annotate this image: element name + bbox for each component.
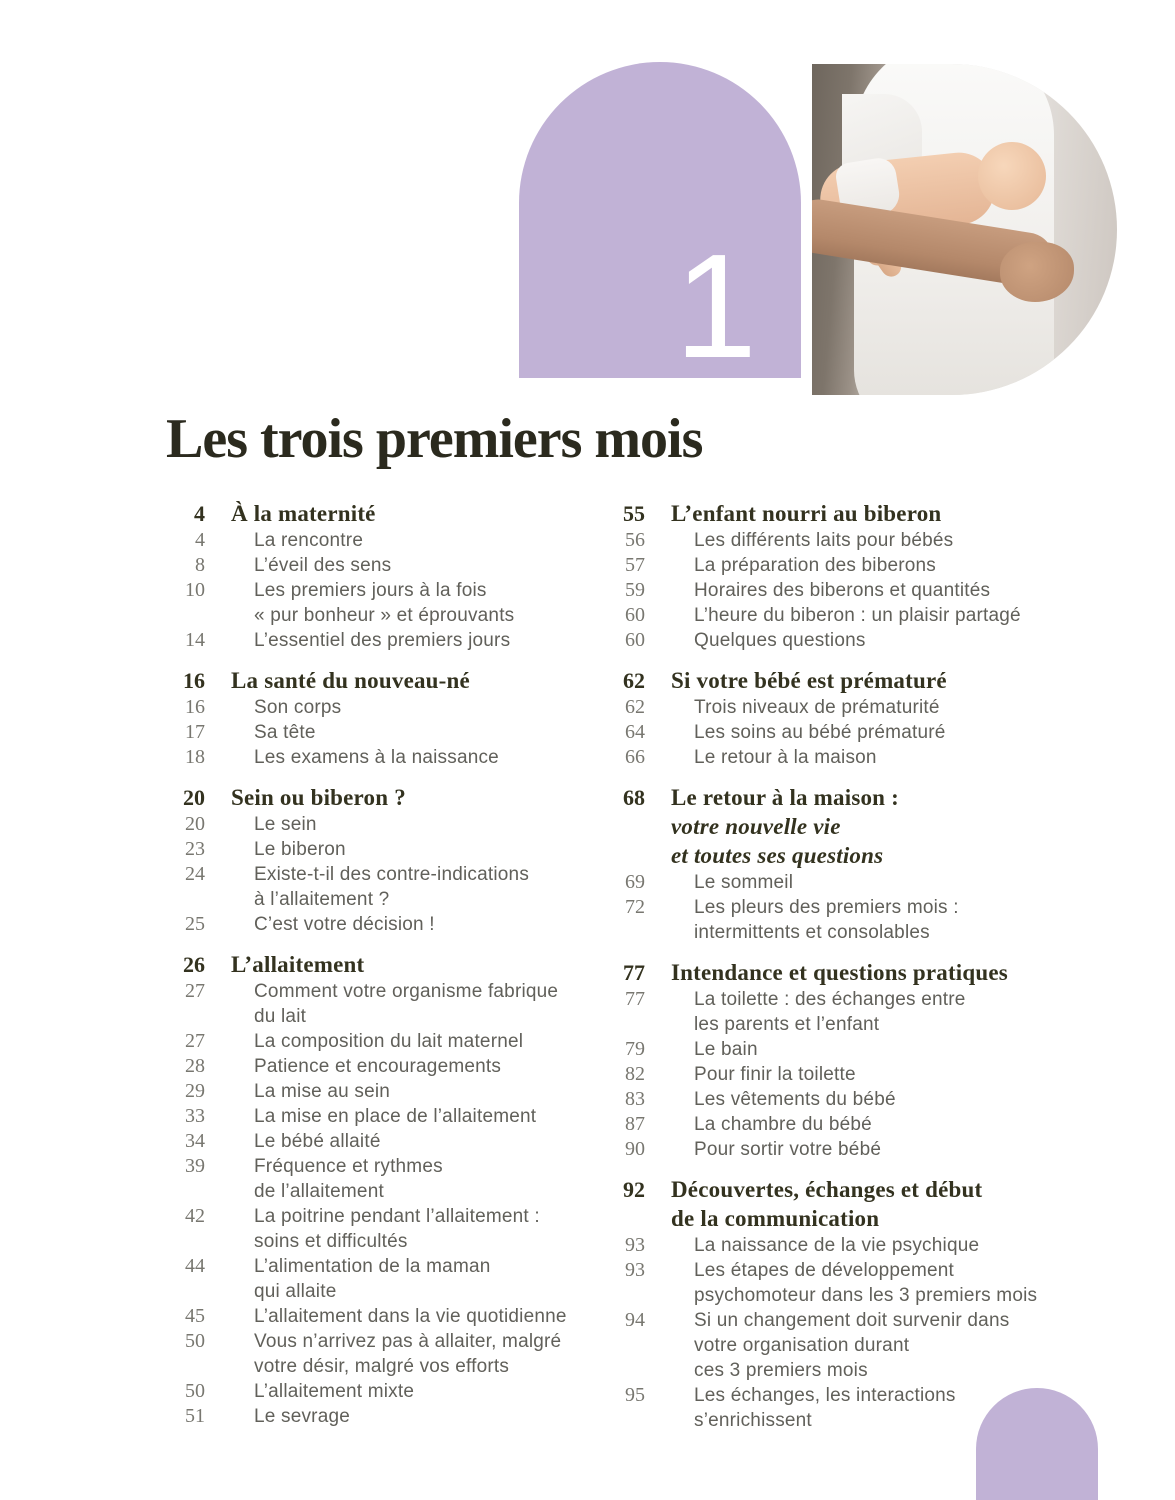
toc-entry: [157, 812, 597, 837]
toc-page-number: 44: [185, 1255, 205, 1277]
toc-entry-title: L’heure du biberon : un plaisir partagé: [694, 605, 1021, 626]
toc-entry: [157, 1304, 597, 1329]
toc-page-number: 59: [625, 579, 645, 601]
toc-entry-title: Les vêtements du bébé: [694, 1089, 896, 1110]
toc-entry: [597, 895, 1067, 945]
chapter-photo: [812, 64, 1117, 395]
table-of-contents: [157, 499, 1077, 1433]
toc-section-title: L’allaitement: [231, 952, 365, 977]
toc-page-number: 23: [185, 838, 205, 860]
toc-section-title: À la maternité: [231, 501, 376, 526]
toc-entry-title: Patience et encouragements: [254, 1056, 502, 1077]
bottom-arch-shape: [976, 1388, 1098, 1500]
toc-entry-title: La toilette : des échanges entre les parents et l’enfant: [694, 989, 966, 1035]
toc-entry-title: La préparation des biberons: [694, 555, 937, 576]
toc-entry: [597, 1233, 1067, 1258]
photo-father-hand: [1000, 242, 1074, 302]
toc-page-number: 56: [625, 529, 645, 551]
toc-page-number: 27: [185, 1030, 205, 1052]
toc-page-number: 18: [185, 746, 205, 768]
toc-page-number: 64: [625, 721, 645, 743]
toc-entry: [597, 1258, 1067, 1308]
toc-page-number: 60: [625, 604, 645, 626]
toc-page-number: 26: [183, 952, 205, 977]
toc-section-title: L’enfant nourri au biberon: [671, 501, 942, 526]
toc-page-number: 93: [625, 1259, 645, 1281]
toc-page-number: 29: [185, 1080, 205, 1102]
toc-section-title: Le retour à la maison : votre nouvelle vie et toutes ses questions: [671, 785, 899, 868]
toc-entry: [597, 1137, 1067, 1162]
toc-page-number: 24: [185, 863, 205, 885]
toc-page-number: 83: [625, 1088, 645, 1110]
toc-page-number: 45: [185, 1305, 205, 1327]
toc-section-heading: [157, 499, 597, 528]
toc-entry-title: Horaires des biberons et quantités: [694, 580, 991, 601]
toc-page-number: 95: [625, 1384, 645, 1406]
toc-entry-title: Le retour à la maison: [694, 747, 877, 768]
toc-page-number: 92: [623, 1177, 645, 1202]
toc-entry-title: Pour sortir votre bébé: [694, 1139, 882, 1160]
toc-entry: [157, 528, 597, 553]
toc-page-number: 16: [185, 696, 205, 718]
toc-entry-title: La rencontre: [254, 530, 364, 551]
toc-entry: [597, 1308, 1067, 1383]
toc-entry-title: Les examens à la naissance: [254, 747, 499, 768]
toc-entry-title: La chambre du bébé: [694, 1114, 872, 1135]
toc-page-number: 4: [195, 529, 205, 551]
chapter-number: 1: [674, 223, 757, 389]
toc-page-number: 16: [183, 668, 205, 693]
toc-page-number: 20: [185, 813, 205, 835]
toc-entry: [157, 695, 597, 720]
toc-entry: [157, 862, 597, 912]
toc-entry-title: Les différents laits pour bébés: [694, 530, 954, 551]
photo-baby-head: [978, 142, 1046, 210]
toc-entry-title: Le sevrage: [254, 1406, 351, 1427]
toc-entry: [157, 578, 597, 628]
toc-entry: [597, 528, 1067, 553]
toc-entry-title: La naissance de la vie psychique: [694, 1235, 980, 1256]
toc-section-title: La santé du nouveau-né: [231, 668, 470, 693]
toc-entry-title: Les pleurs des premiers mois : intermittents et consolables: [694, 897, 959, 943]
toc-entry-title: Vous n’arrivez pas à allaiter, malgré votre désir, malgré vos efforts: [254, 1331, 562, 1377]
toc-entry-title: L’allaitement dans la vie quotidienne: [254, 1306, 567, 1327]
toc-page-number: 69: [625, 871, 645, 893]
toc-entry: [597, 745, 1067, 770]
toc-entry: [597, 720, 1067, 745]
toc-entry: [597, 1087, 1067, 1112]
toc-section-heading: [597, 1175, 1067, 1233]
toc-section-heading: [597, 783, 1067, 870]
toc-page-number: 25: [185, 913, 205, 935]
toc-entry-title: Fréquence et rythmes de l’allaitement: [254, 1156, 443, 1202]
toc-entry-title: Son corps: [254, 697, 342, 718]
toc-entry: [157, 553, 597, 578]
toc-column-right: [597, 499, 1067, 1433]
toc-section-title: Sein ou biberon ?: [231, 785, 406, 810]
toc-entry-title: La composition du lait maternel: [254, 1031, 524, 1052]
page-title: Les trois premiers mois: [166, 408, 703, 470]
toc-entry-title: L’alimentation de la maman qui allaite: [254, 1256, 491, 1302]
toc-entry: [157, 1379, 597, 1404]
toc-entry: [157, 1104, 597, 1129]
toc-entry: [157, 1129, 597, 1154]
toc-entry-title: Les premiers jours à la fois « pur bonheur » et éprouvants: [254, 580, 515, 626]
toc-entry: [157, 1329, 597, 1379]
toc-page-number: 82: [625, 1063, 645, 1085]
toc-entry-title: Les soins au bébé prématuré: [694, 722, 946, 743]
toc-entry: [157, 720, 597, 745]
toc-entry: [597, 603, 1067, 628]
toc-page-number: 60: [625, 629, 645, 651]
toc-entry-title: La mise au sein: [254, 1081, 391, 1102]
toc-entry: [157, 1054, 597, 1079]
toc-page-number: 51: [185, 1405, 205, 1427]
chapter-arch-shape: [519, 62, 801, 389]
toc-page-number: 77: [623, 960, 645, 985]
toc-page-number: 72: [625, 896, 645, 918]
toc-entry: [157, 1404, 597, 1429]
toc-entry-title: Existe-t-il des contre-indications à l’allaitement ?: [254, 864, 530, 910]
toc-entry: [597, 1037, 1067, 1062]
toc-page-number: 77: [625, 988, 645, 1010]
toc-entry-title: L’éveil des sens: [254, 555, 392, 576]
toc-entry-title: C’est votre décision !: [254, 914, 435, 935]
toc-entry: [597, 553, 1067, 578]
toc-page-number: 62: [625, 696, 645, 718]
toc-entry: [157, 1204, 597, 1254]
toc-page-number: 93: [625, 1234, 645, 1256]
toc-page-number: 50: [185, 1380, 205, 1402]
toc-section-heading: [597, 499, 1067, 528]
toc-entry: [157, 912, 597, 937]
toc-section-heading: [157, 783, 597, 812]
toc-section-heading: [157, 950, 597, 979]
toc-page-number: 20: [183, 785, 205, 810]
toc-entry-title: Trois niveaux de prématurité: [694, 697, 940, 718]
toc-entry-title: Le sommeil: [694, 872, 794, 893]
toc-entry-title: La poitrine pendant l’allaitement : soins et difficultés: [254, 1206, 540, 1252]
toc-entry: [157, 1079, 597, 1104]
toc-entry: [157, 1154, 597, 1204]
toc-entry: [597, 578, 1067, 603]
toc-page-number: 55: [623, 501, 645, 526]
toc-entry: [157, 837, 597, 862]
toc-column-left: [157, 499, 597, 1433]
toc-entry: [157, 979, 597, 1029]
toc-entry-title: Pour finir la toilette: [694, 1064, 856, 1085]
toc-page-number: 42: [185, 1205, 205, 1227]
toc-page-number: 79: [625, 1038, 645, 1060]
toc-section-title: Découvertes, échanges et début de la communication: [671, 1177, 983, 1231]
toc-section-heading: [597, 958, 1067, 987]
toc-page-number: 14: [185, 629, 205, 651]
toc-entry: [157, 745, 597, 770]
toc-page-number: 8: [195, 554, 205, 576]
toc-page-number: 50: [185, 1330, 205, 1352]
toc-entry: [597, 1112, 1067, 1137]
toc-entry-title: Les échanges, les interactions s’enrichissent: [694, 1385, 956, 1431]
toc-section-heading: [157, 666, 597, 695]
toc-section-title: Intendance et questions pratiques: [671, 960, 1008, 985]
toc-entry-title: L’allaitement mixte: [254, 1381, 415, 1402]
toc-entry-title: La mise en place de l’allaitement: [254, 1106, 537, 1127]
toc-entry-title: Le bébé allaité: [254, 1131, 381, 1152]
toc-entry: [597, 987, 1067, 1037]
toc-entry: [597, 870, 1067, 895]
toc-entry-title: Sa tête: [254, 722, 316, 743]
toc-entry-title: Le bain: [694, 1039, 758, 1060]
toc-page-number: 62: [623, 668, 645, 693]
toc-page-number: 68: [623, 785, 645, 810]
toc-page-number: 90: [625, 1138, 645, 1160]
toc-page-number: 33: [185, 1105, 205, 1127]
toc-page-number: 28: [185, 1055, 205, 1077]
toc-page-number: 87: [625, 1113, 645, 1135]
toc-entry: [157, 628, 597, 653]
toc-page-number: 27: [185, 980, 205, 1002]
toc-entry-title: Si un changement doit survenir dans votre organisation durant ces 3 premiers mois: [694, 1310, 1010, 1381]
toc-page-number: 17: [185, 721, 205, 743]
toc-page-number: 34: [185, 1130, 205, 1152]
toc-page-number: 39: [185, 1155, 205, 1177]
toc-entry-title: Comment votre organisme fabrique du lait: [254, 981, 559, 1027]
toc-entry-title: Le biberon: [254, 839, 346, 860]
toc-page-number: 57: [625, 554, 645, 576]
toc-entry: [157, 1029, 597, 1054]
toc-page-number: 4: [194, 501, 205, 526]
toc-entry-title: Le sein: [254, 814, 317, 835]
toc-page-number: 66: [625, 746, 645, 768]
toc-page-number: 94: [625, 1309, 645, 1331]
toc-entry-title: Quelques questions: [694, 630, 866, 651]
toc-entry: [157, 1254, 597, 1304]
toc-entry: [597, 1062, 1067, 1087]
toc-entry: [597, 695, 1067, 720]
toc-entry-title: Les étapes de développement psychomoteur dans les 3 premiers mois: [694, 1260, 1038, 1306]
toc-page-number: 10: [185, 579, 205, 601]
toc-entry: [597, 628, 1067, 653]
toc-section-title: Si votre bébé est prématuré: [671, 668, 947, 693]
toc-entry-title: L’essentiel des premiers jours: [254, 630, 511, 651]
toc-section-heading: [597, 666, 1067, 695]
